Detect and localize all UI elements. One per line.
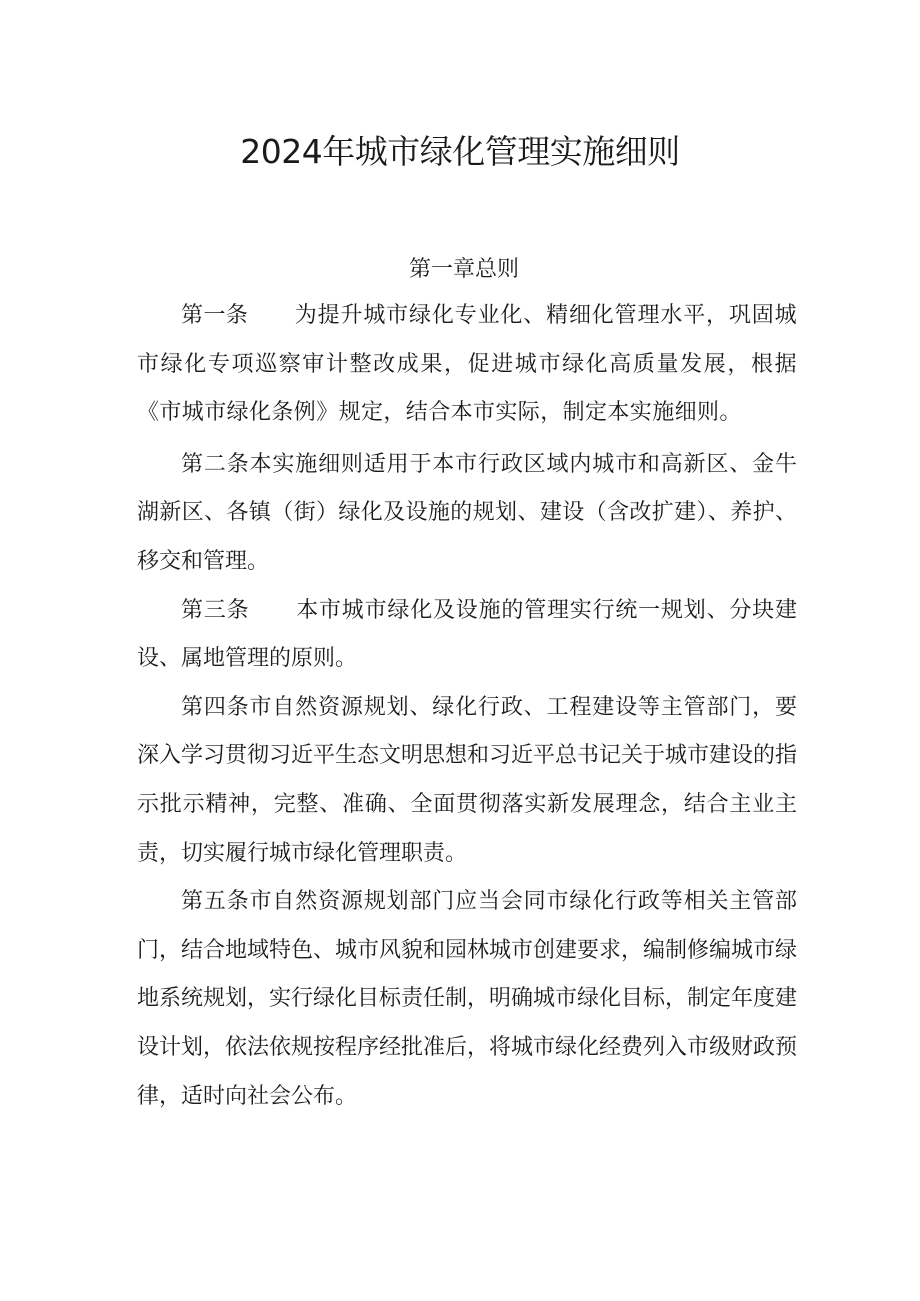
article-1-text: 为提升城市绿化专业化、精细化管理水平，巩固城市绿化专项巡察审计整改成果，促进城市绿化高质量发展，根据《市城市绿化条例》规定，结合本市实际，制定本实施细则。 [137, 303, 797, 426]
document-body [137, 292, 797, 1121]
article-3-number: 第三条 [181, 597, 250, 623]
article-5-text: 市自然资源规划部门应当会同市绿化行政等相关主管部门，结合地域特色、城市风貌和园林城市创建要求，编制修编城市绿地系统规划，实行绿化目标责任制，明确城市绿化目标，制定年度建设计划，依法依规按程序经批准后，将城市绿化经费列入市级财政预律，适时向社会公布。 [137, 889, 798, 1109]
article-1-number: 第一条 [181, 303, 249, 328]
article-5 [137, 878, 797, 1121]
document-title: 2024年城市绿化管理实施细则 [240, 132, 680, 171]
article-3-text: 本市城市绿化及设施的管理实行统一规划、分块建设、属地管理的原则。 [137, 597, 797, 672]
chapter-heading: 第一章总则 [408, 257, 519, 282]
article-4-number: 第四条 [181, 694, 250, 720]
article-2 [137, 441, 797, 587]
article-3 [137, 587, 797, 684]
article-4 [137, 684, 797, 878]
article-2-number: 第二条 [181, 451, 250, 477]
article-5-number: 第五条 [181, 889, 250, 915]
article-1 [137, 292, 797, 438]
article-4-text: 市自然资源规划、绿化行政、工程建设等主管部门，要深入学习贯彻习近平生态文明思想和习近平总书记关于城市建设的指示批示精神，完整、准确、全面贯彻落实新发展理念，结合主业主责，切实履行城市绿化管理职责。 [137, 694, 798, 866]
article-2-text: 本实施细则适用于本市行政区域内城市和高新区、金牛湖新区、各镇（街）绿化及设施的规划、建设（含改扩建）、养护、移交和管理。 [137, 451, 797, 574]
